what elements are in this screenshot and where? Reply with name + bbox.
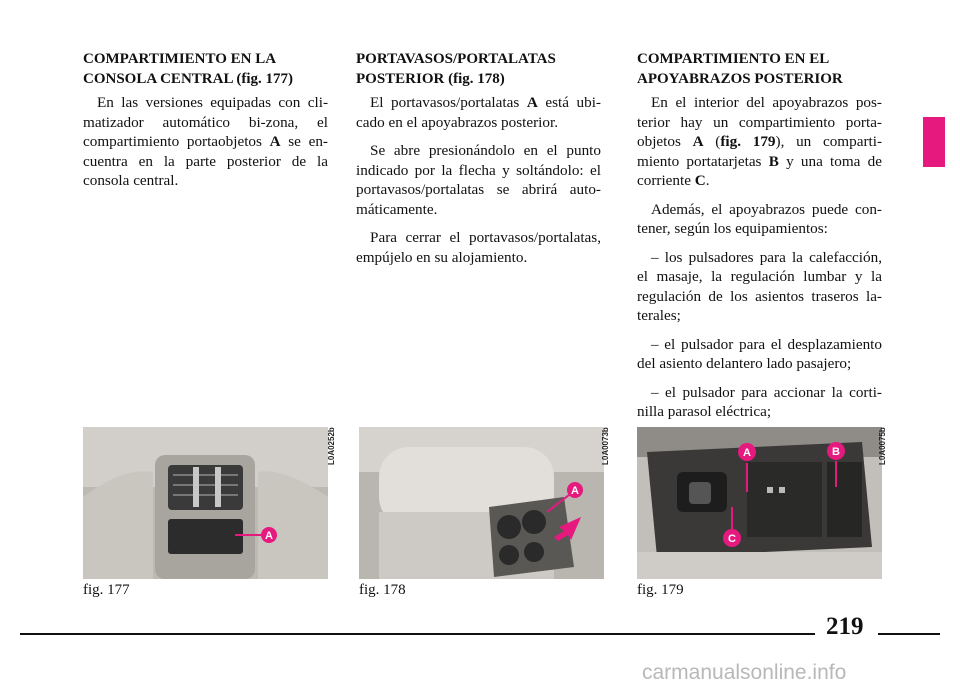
figure-178-cup-holder — [359, 427, 604, 579]
paragraph: – el pulsador para el desplazamiento del asiento delantero lado pasajero; — [637, 335, 882, 372]
footer-rule-right — [878, 633, 940, 635]
figure-caption: fig. 177 — [83, 582, 130, 598]
section-tab-marker — [923, 117, 945, 167]
figure-code: L0A0252b — [327, 427, 336, 465]
paragraph: El portavasos/portalatas A está ubi-cado en el apoyabrazos posterior. — [356, 94, 601, 131]
figure-179-armrest-compartment — [637, 427, 882, 579]
paragraph: En las versiones equipadas con cli-matizador automático bi-zona, el compartimiento portaobjetos A se en-cuentra en la parte posterior de la consola central. — [83, 94, 328, 189]
heading-cup-holder: PORTAVASOS/PORTALATAS POSTERIOR (fig. 178) — [356, 51, 556, 87]
callout-a-label: A — [743, 447, 751, 459]
callout-b-label: B — [832, 446, 840, 458]
paragraph: Además, el apoyabrazos puede con-tener, según los equipamientos: — [637, 200, 882, 237]
page-number: 219 — [826, 613, 864, 640]
callout-a-label: A — [571, 485, 579, 497]
watermark: carmanualsonline.info — [642, 661, 847, 684]
figure-code: L0A0073b — [601, 427, 610, 465]
paragraph: Para cerrar el portavasos/portalatas, empújelo en su alojamiento. — [356, 229, 601, 266]
column-console-compartment — [83, 50, 328, 200]
figure-caption: fig. 179 — [637, 582, 684, 598]
figure-caption: fig. 178 — [359, 582, 406, 598]
figure-code: L0A0075b — [878, 427, 887, 465]
footer-rule-left — [20, 633, 815, 635]
callout-a-label: A — [265, 530, 273, 542]
console-vents-illustration — [83, 427, 328, 579]
figure-177-console-vents — [83, 427, 328, 579]
armrest-compartment-illustration — [637, 427, 882, 579]
heading-console-compartment: COMPARTIMIENTO EN LA CONSOLA CENTRAL (fig. 177) — [83, 51, 294, 87]
paragraph: – los pulsadores para la calefacción, el masaje, la regulación lumbar y la regulación de los asientos traseros la-terales; — [637, 248, 882, 324]
callout-c-label: C — [728, 533, 736, 545]
paragraph: – el pulsador para accionar la corti-nilla parasol eléctrica; — [637, 383, 882, 420]
paragraph: Se abre presionándolo en el punto indicado por la flecha y soltándolo: el portavasos/portalatas se abrirá auto-máticamente. — [356, 142, 601, 218]
heading-armrest-compartment: COMPARTIMIENTO EN EL APOYABRAZOS POSTERIOR — [637, 51, 843, 87]
column-cup-holder — [356, 50, 601, 276]
column-armrest-compartment — [637, 50, 882, 431]
cup-holder-illustration — [359, 427, 604, 579]
paragraph: En el interior del apoyabrazos pos-terior hay un compartimiento porta-objetos A (fig. 179), un comparti-miento portatarjetas B y una toma de corriente C. — [637, 94, 883, 189]
